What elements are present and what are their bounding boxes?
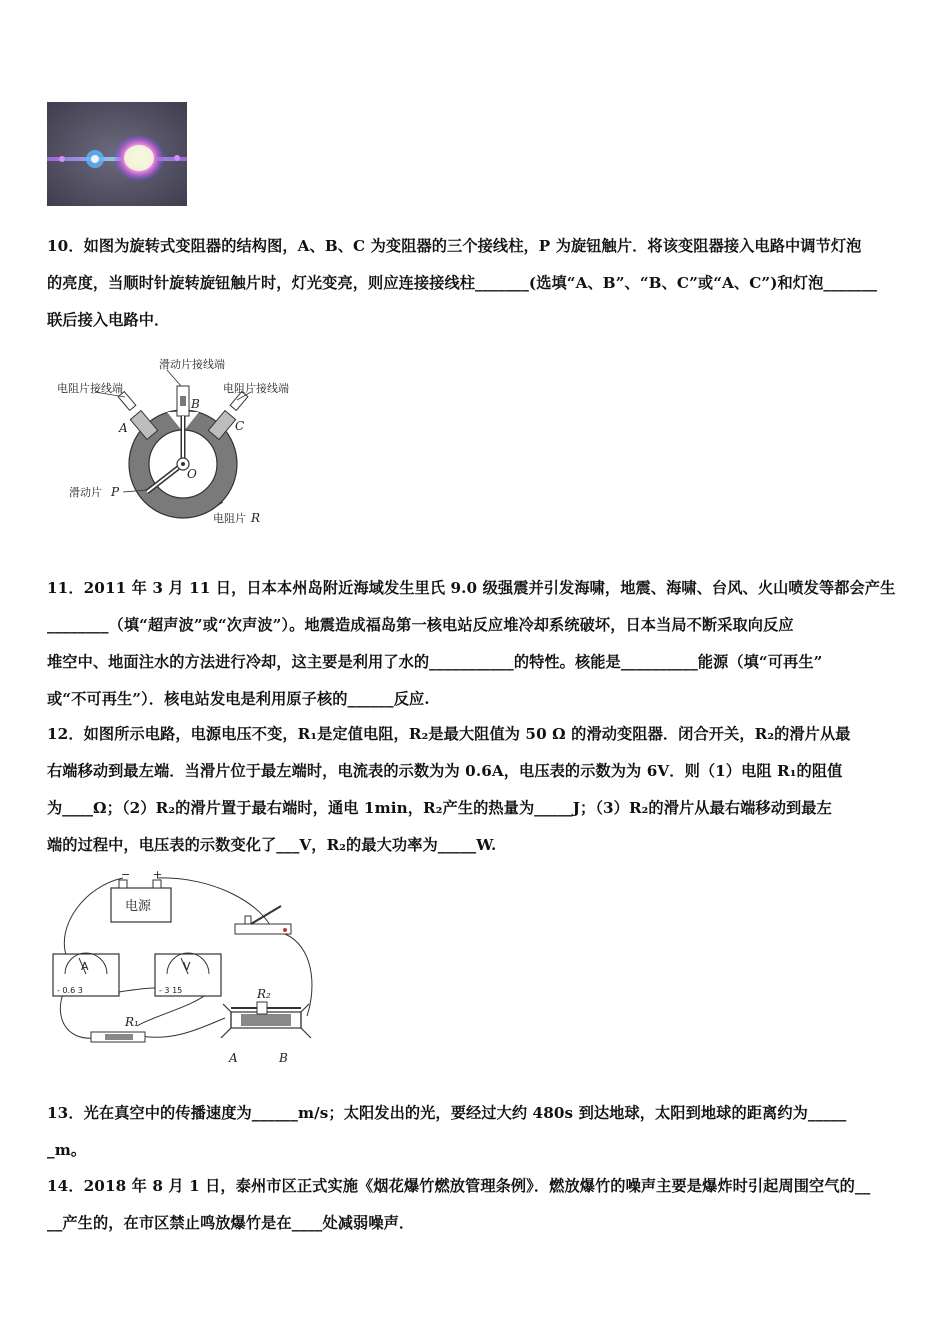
label-slider: 滑动片 (69, 486, 102, 499)
power-minus: − (121, 868, 131, 881)
r2-label: R₂ (257, 987, 271, 1001)
label-p: P (111, 485, 120, 499)
r2-end-a: A (229, 1051, 238, 1065)
power-plus: + (153, 868, 163, 881)
label-resistor-terminal-right: 电阻片接线端 (223, 382, 289, 395)
label-a: A (119, 421, 128, 435)
rotary-rheostat-figure (55, 352, 315, 532)
q13-line-1: 13．光在真空中的传播速度为______m/s；太阳发出的光，要经过大约 480s 到达地球，太阳到地球的距离约为_____ (47, 1104, 847, 1122)
q12-line-3: 为____Ω；（2）R₂的滑片置于最右端时，通电 1min，R₂产生的热量为_____J；（3）R₂的滑片从最右端移动到最左 (47, 799, 832, 817)
circuit-figure (45, 866, 335, 1071)
bulb-photo (47, 102, 187, 206)
wire-6 (137, 992, 209, 1026)
power-label: 电源 (125, 899, 152, 914)
ammeter-scale: - 0.6 3 (57, 986, 83, 995)
label-r: R (251, 511, 261, 525)
q10-line-1: 10．如图为旋转式变阻器的结构图，A、B、C 为变阻器的三个接线柱，P 为旋钮触片．将该变阻器接入电路中调节灯泡 (47, 237, 862, 255)
power-source (111, 868, 171, 922)
switch (235, 906, 291, 934)
resistor-r1 (91, 1015, 145, 1042)
label-c: C (235, 419, 245, 433)
q12-line-2: 右端移动到最左端．当滑片位于最左端时，电流表的示数为为 0.6A，电压表的示数为为 6V．则（1）电阻 R₁的阻值 (47, 762, 843, 780)
label-o: O (187, 467, 197, 481)
q12-line-4: 端的过程中，电压表的示数变化了___V，R₂的最大功率为_____W. (47, 836, 497, 854)
q11-line-2: ________（填“超声波”或“次声波”）。地震造成福岛第一核电站反应堆冷却系统破坏，日本当局不断采取向反应 (47, 616, 794, 634)
r2-end-b: B (279, 1051, 288, 1065)
q14-line-2: __产生的，在市区禁止鸣放爆竹是在____处减弱噪声． (47, 1214, 415, 1232)
voltmeter (155, 953, 221, 996)
q11-line-4: 或“不可再生”）．核电站发电是利用原子核的______反应. (47, 690, 430, 708)
voltmeter-scale: - 3 15 (159, 986, 183, 995)
voltmeter-label: V (183, 960, 191, 973)
label-resistor: 电阻片 (213, 512, 246, 525)
ammeter-label: A (81, 960, 89, 973)
ammeter (53, 953, 119, 996)
label-b: B (191, 397, 200, 411)
q10-line-3: 联后接入电路中． (47, 311, 170, 329)
wire-4 (60, 994, 95, 1038)
q14-line-1: 14．2018 年 8 月 1 日，泰州市区正式实施《烟花爆竹燃放管理条例》．燃放爆竹的噪声主要是爆炸时引起周围空气的__ (47, 1177, 871, 1195)
wire-3 (285, 934, 312, 1016)
rheostat-r2 (221, 987, 311, 1065)
q13-line-2: _m。 (47, 1141, 87, 1159)
q11-line-3: 堆空中、地面注水的方法进行冷却，这主要是利用了水的___________的特性。核能是__________能源（填“可再生” (47, 653, 823, 671)
q10-line-2: 的亮度，当顺时针旋转旋钮触片时，灯光变亮，则应连接接线柱_______(选填“A、B”、“B、C”或“A、C”)和灯泡_______ (47, 274, 878, 292)
wire-7 (141, 1018, 225, 1037)
label-slider-terminal: 滑动片接线端 (159, 358, 225, 371)
label-resistor-terminal-left: 电阻片接线端 (57, 382, 123, 395)
q12-line-1: 12．如图所示电路，电源电压不变，R₁是定值电阻，R₂是最大阻值为 50 Ω 的滑动变阻器．闭合开关，R₂的滑片从最 (47, 725, 851, 743)
q11-line-1: 11．2011 年 3 月 11 日，日本本州岛附近海域发生里氏 9.0 级强震并引发海啸，地震、海啸、台风、火山喷发等都会产生 (47, 579, 896, 597)
bulb-photo-graphic (47, 102, 187, 206)
r1-label: R₁ (125, 1015, 139, 1029)
